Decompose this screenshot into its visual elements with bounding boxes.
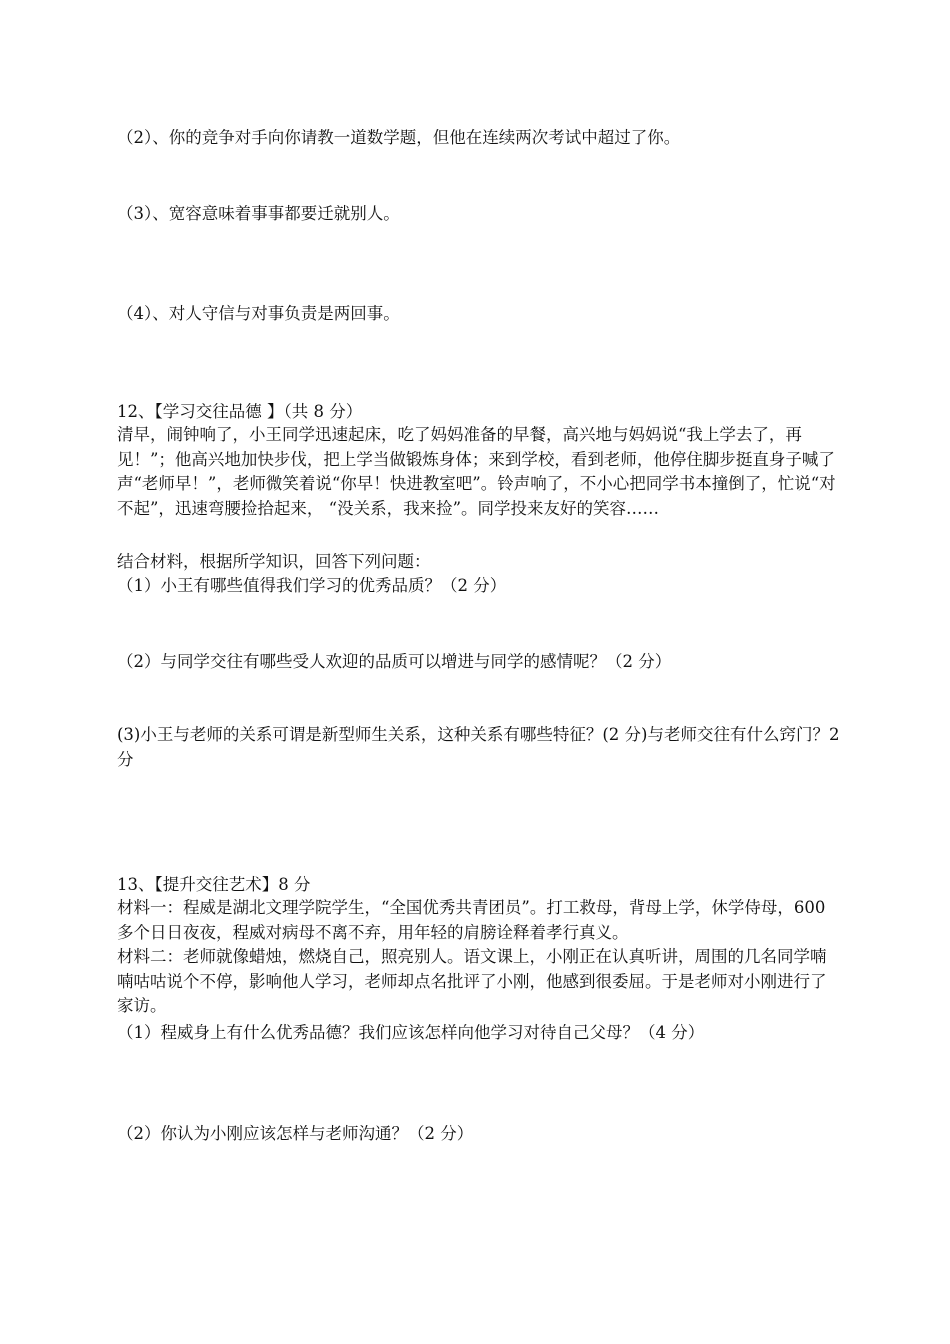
q13-sub-question-2: （2）你认为小刚应该怎样与老师沟通？（2 分） [117,1124,474,1143]
q13-material-1: 材料一：程威是湖北文理学院学生，“全国优秀共青团员”。打工救母，背母上学，休学侍母，600 多个日日夜夜，程威对病母不离不弃，用年轻的肩膀诠释着孝行真义。 [117,898,826,942]
q12-sub-question-2: （2）与同学交往有哪些受人欢迎的品质可以增进与同学的感情呢？（2 分） [117,652,672,671]
q11-item-4: （4）、对人守信与对事负责是两回事。 [117,304,400,323]
q11-item-2: （2）、你的竞争对手向你请教一道数学题，但他在连续两次考试中超过了你。 [117,128,681,147]
q12-instruction: 结合材料，根据所学知识，回答下列问题： [117,552,431,571]
q11-item-3: （3）、宽容意味着事事都要迁就别人。 [117,204,400,223]
q13-heading: 13、【提升交往艺术】8 分 [117,875,311,894]
q12-sub-question-3: (3)小王与老师的关系可谓是新型师生关系，这种关系有哪些特征？(2 分)与老师交往有什么窍门？2 分 [117,725,840,769]
q13-sub-question-1: （1）程威身上有什么优秀品德？我们应该怎样向他学习对待自己父母？（4 分） [117,1023,705,1042]
q12-material: 清早，闹钟响了，小王同学迅速起床，吃了妈妈准备的早餐，高兴地与妈妈说“我上学去了，再见！”；他高兴地加快步伐，把上学当做锻炼身体；来到学校，看到老师，他停住脚步挺直身子喊了声“老师早！”，老师微笑着说“你早！快进教室吧”。铃声响了，不小心把同学书本撞倒了，忙说“对不起”，迅速弯腰捡拾起来， “没关系，我来捡”。同学投来友好的笑容…… [117,425,836,518]
q12-sub-question-1: （1）小王有哪些值得我们学习的优秀品质？（2 分） [117,576,507,595]
q13-material-2: 材料二：老师就像蜡烛，燃烧自己，照亮别人。语文课上，小刚正在认真听讲，周围的几名同学喃喃咕咕说个不停，影响他人学习，老师却点名批评了小刚，他感到很委屈。于是老师对小刚进行了家访。 [117,947,827,1016]
q12-heading: 12、【学习交往品德 】（共 8 分） [117,402,363,421]
